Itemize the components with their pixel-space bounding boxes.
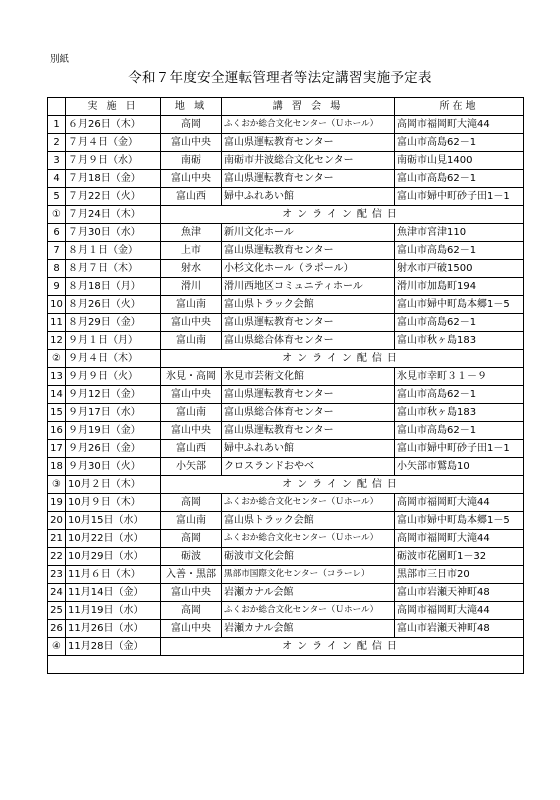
- venue-address: 高岡市福岡町大滝44: [395, 602, 524, 620]
- session-venue: ふくおか総合文化センター（Ｕホール）: [222, 602, 395, 620]
- session-date: ９月26日（金）: [66, 440, 161, 458]
- venue-address: 高岡市福岡町大滝44: [395, 494, 524, 512]
- row-number: 25: [48, 602, 66, 620]
- venue-address: 富山市秋ヶ島183: [395, 332, 524, 350]
- session-date: ７月４日（金）: [66, 134, 161, 152]
- venue-address: 富山市高島62－1: [395, 314, 524, 332]
- session-venue: 富山県運転教育センター: [222, 314, 395, 332]
- session-date: 10月22日（水）: [66, 530, 161, 548]
- venue-address: 南砺市山見1400: [395, 152, 524, 170]
- session-date: 11月14日（金）: [66, 584, 161, 602]
- session-venue: ふくおか総合文化センター（Ｕホール）: [222, 116, 395, 134]
- row-number: 12: [48, 332, 66, 350]
- annex-label: 別紙: [50, 54, 70, 65]
- row-number: ②: [48, 350, 66, 368]
- session-area: 高岡: [161, 494, 222, 512]
- session-venue: 富山県運転教育センター: [222, 242, 395, 260]
- session-venue: 砺波市文化会館: [222, 548, 395, 566]
- session-area: 南砺: [161, 152, 222, 170]
- session-date: 10月２日（木）: [66, 476, 161, 494]
- row-number: 15: [48, 404, 66, 422]
- venue-address: 魚津市宮津110: [395, 224, 524, 242]
- venue-address: 富山市婦中町島本郷1－5: [395, 296, 524, 314]
- session-date: ７月９日（水）: [66, 152, 161, 170]
- venue-address: 富山市婦中町砂子田1－1: [395, 440, 524, 458]
- session-date: ８月18日（月）: [66, 278, 161, 296]
- session-area: 滑川: [161, 278, 222, 296]
- session-date: ７月18日（金）: [66, 170, 161, 188]
- session-venue: 富山県運転教育センター: [222, 170, 395, 188]
- session-area: 富山中央: [161, 422, 222, 440]
- table-row: [48, 332, 524, 350]
- row-number: 10: [48, 296, 66, 314]
- online-delivery-label: オンライン配信日: [161, 350, 524, 368]
- empty-cell: [48, 656, 524, 674]
- row-number: 5: [48, 188, 66, 206]
- session-area: 富山西: [161, 188, 222, 206]
- online-session-row: [48, 350, 524, 368]
- table-row: [48, 242, 524, 260]
- session-venue: 婦中ふれあい館: [222, 188, 395, 206]
- session-area: 砺波: [161, 548, 222, 566]
- session-area: 高岡: [161, 116, 222, 134]
- session-date: ９月17日（水）: [66, 404, 161, 422]
- row-number: 16: [48, 422, 66, 440]
- table-row: [48, 368, 524, 386]
- session-venue: 富山県総合体育センター: [222, 332, 395, 350]
- online-delivery-label: オンライン配信日: [161, 476, 524, 494]
- row-number: 8: [48, 260, 66, 278]
- session-area: 富山中央: [161, 584, 222, 602]
- venue-address: 富山市高島62－1: [395, 422, 524, 440]
- table-row: [48, 584, 524, 602]
- venue-address: 富山市婦中町島本郷1－5: [395, 512, 524, 530]
- venue-address: 高岡市福岡町大滝44: [395, 116, 524, 134]
- session-area: 小矢部: [161, 458, 222, 476]
- table-row: [48, 170, 524, 188]
- venue-address: 富山市秋ヶ島183: [395, 404, 524, 422]
- session-date: 11月19日（水）: [66, 602, 161, 620]
- session-date: ７月22日（火）: [66, 188, 161, 206]
- online-session-row: [48, 638, 524, 656]
- table-row: [48, 188, 524, 206]
- schedule-table: [47, 97, 524, 674]
- session-venue: 婦中ふれあい館: [222, 440, 395, 458]
- session-date: 11月26日（水）: [66, 620, 161, 638]
- column-header-venue: 講 習 会 場: [222, 98, 395, 116]
- session-area: 高岡: [161, 530, 222, 548]
- row-number: 22: [48, 548, 66, 566]
- session-area: 富山南: [161, 296, 222, 314]
- session-date: ９月19日（金）: [66, 422, 161, 440]
- table-row: [48, 314, 524, 332]
- row-number: 9: [48, 278, 66, 296]
- venue-address: 富山市婦中町砂子田1－1: [395, 188, 524, 206]
- session-date: ７月30日（水）: [66, 224, 161, 242]
- session-area: 魚津: [161, 224, 222, 242]
- session-area: 上市: [161, 242, 222, 260]
- table-row: [48, 566, 524, 584]
- session-area: 富山南: [161, 404, 222, 422]
- session-area: 入善・黒部: [161, 566, 222, 584]
- venue-address: 富山市高島62－1: [395, 242, 524, 260]
- table-row: [48, 116, 524, 134]
- row-number: 1: [48, 116, 66, 134]
- row-number: 2: [48, 134, 66, 152]
- online-delivery-label: オンライン配信日: [161, 206, 524, 224]
- venue-address: 射水市戸破1500: [395, 260, 524, 278]
- session-venue: 新川文化ホール: [222, 224, 395, 242]
- table-row: [48, 260, 524, 278]
- empty-row: [48, 656, 524, 674]
- online-session-row: [48, 476, 524, 494]
- session-venue: 岩瀬カナル会館: [222, 620, 395, 638]
- session-venue: 氷見市芸術文化館: [222, 368, 395, 386]
- online-delivery-label: オンライン配信日: [161, 638, 524, 656]
- session-date: ８月７日（木）: [66, 260, 161, 278]
- session-area: 富山中央: [161, 314, 222, 332]
- session-area: 富山南: [161, 512, 222, 530]
- column-header-area: 地 域: [161, 98, 222, 116]
- session-area: 富山中央: [161, 170, 222, 188]
- row-number: 13: [48, 368, 66, 386]
- table-row: [48, 404, 524, 422]
- session-venue: ふくおか総合文化センター（Ｕホール）: [222, 530, 395, 548]
- row-number: 19: [48, 494, 66, 512]
- row-number: 11: [48, 314, 66, 332]
- session-venue: クロスランドおやべ: [222, 458, 395, 476]
- session-date: ９月４日（木）: [66, 350, 161, 368]
- page-title: 令和７年度安全運転管理者等法定講習実施予定表: [128, 70, 432, 86]
- session-venue: 富山県総合体育センター: [222, 404, 395, 422]
- row-number: 18: [48, 458, 66, 476]
- session-date: 10月９日（木）: [66, 494, 161, 512]
- session-date: 10月29日（水）: [66, 548, 161, 566]
- session-area: 富山南: [161, 332, 222, 350]
- session-area: 富山西: [161, 440, 222, 458]
- venue-address: 滑川市加島町194: [395, 278, 524, 296]
- session-area: 富山中央: [161, 620, 222, 638]
- venue-address: 黒部市三日市20: [395, 566, 524, 584]
- row-number: 7: [48, 242, 66, 260]
- table-row: [48, 386, 524, 404]
- session-date: ６月26日（木）: [66, 116, 161, 134]
- session-area: 氷見・高岡: [161, 368, 222, 386]
- session-date: ８月26日（火）: [66, 296, 161, 314]
- table-row: [48, 134, 524, 152]
- row-number: 4: [48, 170, 66, 188]
- session-venue: 富山県トラック会館: [222, 296, 395, 314]
- row-number: 26: [48, 620, 66, 638]
- session-venue: 滑川西地区コミュニティホール: [222, 278, 395, 296]
- table-row: [48, 602, 524, 620]
- row-number: 20: [48, 512, 66, 530]
- row-number: ③: [48, 476, 66, 494]
- session-venue: 富山県運転教育センター: [222, 386, 395, 404]
- session-date: 11月28日（金）: [66, 638, 161, 656]
- session-area: 射水: [161, 260, 222, 278]
- session-area: 高岡: [161, 602, 222, 620]
- session-venue: 富山県運転教育センター: [222, 134, 395, 152]
- row-number: 6: [48, 224, 66, 242]
- table-row: [48, 278, 524, 296]
- row-number: ①: [48, 206, 66, 224]
- session-date: ９月９日（火）: [66, 368, 161, 386]
- session-venue: 南砺市井波総合文化センター: [222, 152, 395, 170]
- table-row: [48, 620, 524, 638]
- row-number: 23: [48, 566, 66, 584]
- online-session-row: [48, 206, 524, 224]
- session-area: 富山中央: [161, 386, 222, 404]
- venue-address: 高岡市福岡町大滝44: [395, 530, 524, 548]
- session-venue: 黒部市国際文化センター（コラーレ）: [222, 566, 395, 584]
- venue-address: 富山市高島62－1: [395, 134, 524, 152]
- table-row: [48, 422, 524, 440]
- session-date: ８月１日（金）: [66, 242, 161, 260]
- table-row: [48, 494, 524, 512]
- venue-address: 富山市高島62－1: [395, 386, 524, 404]
- schedule-body: [48, 116, 524, 674]
- venue-address: 富山市高島62－1: [395, 170, 524, 188]
- row-number: 21: [48, 530, 66, 548]
- table-row: [48, 440, 524, 458]
- row-number: 24: [48, 584, 66, 602]
- table-row: [48, 458, 524, 476]
- session-date: ９月12日（金）: [66, 386, 161, 404]
- column-header-address: 所在地: [395, 98, 524, 116]
- row-number: 3: [48, 152, 66, 170]
- session-date: 10月15日（水）: [66, 512, 161, 530]
- session-date: ９月30日（火）: [66, 458, 161, 476]
- table-row: [48, 224, 524, 242]
- venue-address: 砺波市花園町1－32: [395, 548, 524, 566]
- session-date: ９月１日（月）: [66, 332, 161, 350]
- venue-address: 富山市岩瀬天神町48: [395, 620, 524, 638]
- table-row: [48, 512, 524, 530]
- session-venue: 岩瀬カナル会館: [222, 584, 395, 602]
- row-number: 14: [48, 386, 66, 404]
- row-number: ④: [48, 638, 66, 656]
- session-venue: 小杉文化ホール（ラポール）: [222, 260, 395, 278]
- session-date: ７月24日（木）: [66, 206, 161, 224]
- row-number: 17: [48, 440, 66, 458]
- table-row: [48, 548, 524, 566]
- session-date: 11月６日（木）: [66, 566, 161, 584]
- column-header-no: [48, 98, 66, 116]
- table-row: [48, 296, 524, 314]
- session-venue: 富山県トラック会館: [222, 512, 395, 530]
- column-header-date: 実 施 日: [66, 98, 161, 116]
- session-date: ８月29日（金）: [66, 314, 161, 332]
- session-venue: 富山県運転教育センター: [222, 422, 395, 440]
- table-row: [48, 152, 524, 170]
- table-header-row: [48, 98, 524, 116]
- table-row: [48, 530, 524, 548]
- session-venue: ふくおか総合文化センター（Ｕホール）: [222, 494, 395, 512]
- session-area: 富山中央: [161, 134, 222, 152]
- venue-address: 氷見市幸町３１－９: [395, 368, 524, 386]
- venue-address: 小矢部市鷲島10: [395, 458, 524, 476]
- venue-address: 富山市岩瀬天神町48: [395, 584, 524, 602]
